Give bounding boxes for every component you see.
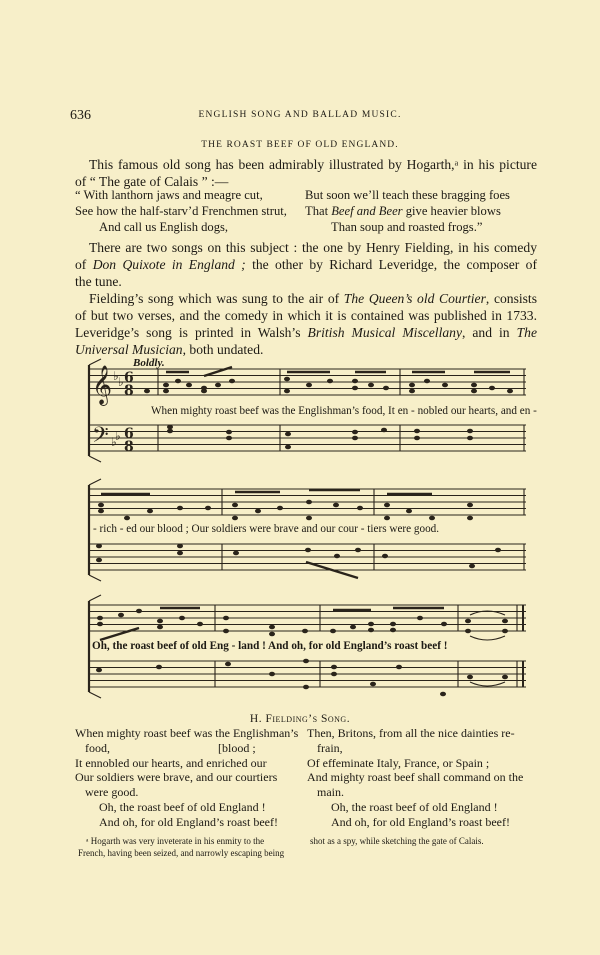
text: of xyxy=(75,257,93,272)
text: the other by Richard Leveridge, the composer of xyxy=(245,257,537,272)
para-line: the tune. xyxy=(75,274,122,289)
verse-line: And mighty roast beef shall command on the xyxy=(307,770,524,785)
italic-text: British Musical Miscellany xyxy=(307,325,462,340)
footnote-line: shot as a spy, while sketching the gate of Calais. xyxy=(310,836,484,846)
fielding-song-title: H. Fielding’s Song. xyxy=(249,713,351,725)
footnote-right xyxy=(310,835,540,847)
text: , both undated. xyxy=(182,342,264,357)
svg-text:𝄞: 𝄞 xyxy=(92,365,113,405)
svg-text:♭: ♭ xyxy=(118,375,124,389)
verse-line: Oh, the roast beef of old England ! xyxy=(99,799,266,814)
quote-line: See how the half-starv’d Frenchmen strut, xyxy=(75,204,287,218)
footnote-left xyxy=(78,835,302,859)
quote-line: And call us English dogs, xyxy=(99,220,229,234)
verse-two xyxy=(307,726,531,830)
italic-text: Beef and Beer xyxy=(331,204,403,218)
verse-line: And oh, for old England’s roast beef! xyxy=(331,814,510,829)
verse-line: main. xyxy=(317,785,344,800)
verse-line: Then, Britons, from all the nice dainties re- xyxy=(307,726,515,740)
para-line: of but two verses, and the comedy in which it is contained was published in 1733. xyxy=(75,308,537,323)
svg-text:6: 6 xyxy=(124,426,134,442)
footnote-line: French, having been seized, and narrowly escaping being xyxy=(78,848,285,858)
page-number: 636 xyxy=(70,108,91,123)
verse-line: When mighty roast beef was the Englishman’s xyxy=(75,726,299,740)
quote-line: “ With lanthorn jaws and meagre cut, xyxy=(75,188,263,202)
verse-line: food, [blood ; xyxy=(85,740,256,755)
quote-line: Than soup and roasted frogs.” xyxy=(331,220,483,234)
verse-line: were good. xyxy=(85,785,139,800)
svg-text:8: 8 xyxy=(124,383,134,399)
tempo-marking: Boldly. xyxy=(133,357,165,369)
verse-one xyxy=(75,726,297,830)
lyrics-system-3: Oh, the roast beef of old Eng - land ! And oh, for old England’s roast beef ! xyxy=(92,640,448,652)
verse-line: And oh, for old England’s roast beef! xyxy=(99,814,278,829)
running-head: ENGLISH SONG AND BALLAD MUSIC. xyxy=(198,110,402,120)
svg-text:♭: ♭ xyxy=(113,369,119,383)
text: , consists xyxy=(485,291,537,306)
verse-line: Of effeminate Italy, France, or Spain ; xyxy=(307,755,490,770)
text: , and in xyxy=(461,325,517,340)
text: Leveridge’s song is printed in Walsh’s xyxy=(75,325,308,340)
verse-line: Oh, the roast beef of old England ! xyxy=(331,799,498,814)
svg-text:6: 6 xyxy=(124,370,134,386)
italic-text: Universal Musician xyxy=(75,342,183,357)
svg-text:𝄢: 𝄢 xyxy=(92,423,109,453)
text: give heavier blows xyxy=(402,204,501,218)
verse-line: Our soldiers were brave, and our courtiers xyxy=(75,770,278,785)
svg-text:8: 8 xyxy=(124,439,134,455)
italic-text: The xyxy=(516,325,538,340)
svg-text:♭: ♭ xyxy=(111,435,117,449)
verse-line: frain, xyxy=(317,740,343,755)
intro-line-1: This famous old song has been admirably illustrated by Hogarth,ᵃ in his picture xyxy=(89,157,537,172)
svg-text:♭: ♭ xyxy=(115,429,121,443)
footnote-line: ᵃ Hogarth was very inveterate in his enmity to the xyxy=(86,836,265,846)
text: Fielding’s song which was sung to the air of xyxy=(89,291,344,306)
song-title: THE ROAST BEEF OF OLD ENGLAND. xyxy=(201,140,399,150)
lyrics-system-2: - rich - ed our blood ; Our soldiers were brave and our cour - tiers were good. xyxy=(93,523,440,535)
italic-text: The Queen’s old Courtier xyxy=(343,291,486,306)
lyrics-system-1: When mighty roast beef was the Englishman’s food, It en - nobled our hearts, and en - xyxy=(151,405,537,417)
para-line: There are two songs on this subject : the one by Henry Fielding, in his comedy xyxy=(89,240,537,255)
text: That xyxy=(305,204,332,218)
italic-text: Don Quixote in England ; xyxy=(92,257,246,272)
intro-line-2: of “ The gate of Calais ” :— xyxy=(75,174,229,189)
verse-line: It ennobled our hearts, and enriched our xyxy=(75,755,267,770)
quote-line: But soon we’ll teach these bragging foes xyxy=(305,188,510,202)
